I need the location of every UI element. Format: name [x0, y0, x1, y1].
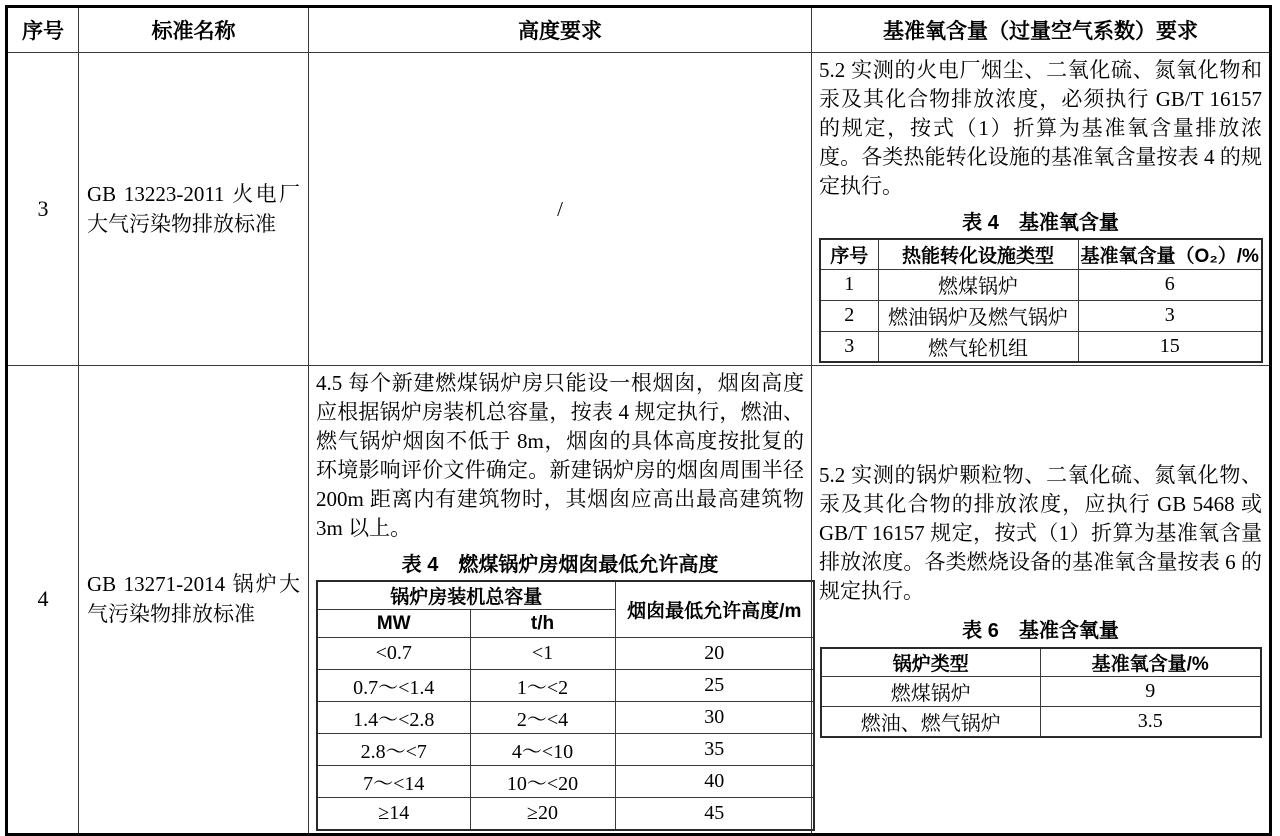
table-cell: 10～<20 [470, 766, 615, 798]
baseline-oxygen-header-row [820, 239, 1262, 269]
row4-height-cell [309, 366, 812, 835]
row4-oxygen-cell [812, 366, 1271, 835]
table-cell: 30 [615, 702, 814, 734]
table-cell: 25 [615, 670, 814, 702]
table-row [821, 677, 1261, 707]
table-row [820, 269, 1262, 300]
row4-oxygen-paragraph: 5.2 实测的锅炉颗粒物、二氧化硫、氮氧化物、汞及其化合物的排放浓度，应执行 GB 5468 或 GB/T 16157 规定，按式（1）折算为基准氧含量排放浓度。各类燃烧设备的基准氧含量按表 6 的规定执行。 [819, 462, 1262, 603]
table-row [317, 734, 814, 766]
row3-height-cell: / [309, 53, 812, 366]
table-cell: 燃油、燃气锅炉 [821, 707, 1041, 738]
row4-height-paragraph: 4.5 每个新建燃煤锅炉房只能设一根烟囱，烟囱高度应根据锅炉房装机总容量，按表 4 规定执行，燃油、燃气锅炉烟囱不低于 8m，烟囱的具体高度按批复的环境影响评价文件确定。新建锅炉房的烟囱周围半径 200m 距离内有建筑物时，其烟囱应高出最高建筑物 3m 以上。 [316, 371, 804, 540]
row4-name-cell: GB 13271-2014 锅炉大气污染物排放标准 [79, 366, 309, 835]
row3-no-cell: 3 [7, 53, 79, 366]
table-cell: 2 [820, 300, 878, 331]
table-row [317, 766, 814, 798]
table-row-3 [7, 53, 1271, 366]
table4-chimney-caption: 表 4 燃煤锅炉房烟囱最低允许高度 [401, 554, 719, 576]
chimney-height-table [316, 580, 815, 831]
table-cell: 燃煤锅炉 [821, 677, 1041, 707]
table-row [317, 638, 814, 670]
boiler-oxygen-header-row [821, 648, 1261, 677]
row3-oxygen-cell [812, 53, 1271, 366]
table-cell: 35 [615, 734, 814, 766]
t4b-header-mw: MW [317, 610, 470, 638]
table-cell: 1.4～<2.8 [317, 702, 470, 734]
table-cell: ≥20 [470, 798, 615, 830]
table-cell: 3 [1078, 300, 1262, 331]
t4a-header-o2: 基准氧含量（O₂）/% [1078, 239, 1262, 269]
table-row [317, 702, 814, 734]
t4b-header-th: t/h [470, 610, 615, 638]
table-cell: 4～<10 [470, 734, 615, 766]
table-cell: 6 [1078, 269, 1262, 300]
table-cell: 40 [615, 766, 814, 798]
table-row [820, 300, 1262, 331]
table-row [821, 707, 1261, 738]
chimney-header-row-1 [317, 581, 814, 610]
table-cell: <0.7 [317, 638, 470, 670]
table-cell: 7～<14 [317, 766, 470, 798]
row4-no-cell: 4 [7, 366, 79, 835]
t4b-header-minheight: 烟囱最低允许高度/m [615, 581, 814, 638]
col-header-height: 高度要求 [309, 7, 812, 53]
col-header-no: 序号 [7, 7, 79, 53]
table-cell: 3 [820, 331, 878, 362]
table-cell: 3.5 [1041, 707, 1261, 738]
table-row [317, 798, 814, 830]
table6-caption: 表 6 基准含氧量 [962, 619, 1119, 642]
table-cell: 0.7～<1.4 [317, 670, 470, 702]
table-cell: 2.8～<7 [317, 734, 470, 766]
row3-oxygen-paragraph: 5.2 实测的火电厂烟尘、二氧化硫、氮氧化物和汞及其化合物排放浓度，必须执行 GB/T 16157 的规定，按式（1）折算为基准氧含量排放浓度。各类热能转化设施的基准氧含量按表 4 的规定执行。 [819, 58, 1262, 198]
table-row-4 [7, 366, 1271, 835]
baseline-oxygen-table [819, 238, 1263, 363]
standards-table [5, 5, 1272, 836]
boiler-oxygen-table [820, 647, 1262, 739]
table-cell: 1 [820, 269, 878, 300]
t6-header-type: 锅炉类型 [821, 648, 1041, 677]
table-row [820, 331, 1262, 362]
table-cell: 燃油锅炉及燃气锅炉 [878, 300, 1078, 331]
table-cell: 1～<2 [470, 670, 615, 702]
table-cell: 9 [1041, 677, 1261, 707]
table-cell: ≥14 [317, 798, 470, 830]
table-cell: 45 [615, 798, 814, 830]
t4a-header-no: 序号 [820, 239, 878, 269]
t6-header-o2: 基准氧含量/% [1041, 648, 1261, 677]
t4b-header-capacity: 锅炉房装机总容量 [317, 581, 615, 610]
table-cell: 燃气轮机组 [878, 331, 1078, 362]
row4-oxygen-content [812, 373, 1269, 825]
table-cell: 2～<4 [470, 702, 615, 734]
table-row [317, 670, 814, 702]
table4-oxygen-caption: 表 4 基准氧含量 [962, 212, 1119, 234]
col-header-name: 标准名称 [79, 7, 309, 53]
table-cell: <1 [470, 638, 615, 670]
header-row [7, 7, 1271, 53]
table-cell: 15 [1078, 331, 1262, 362]
table-cell: 20 [615, 638, 814, 670]
table-cell: 燃煤锅炉 [878, 269, 1078, 300]
row3-name-cell: GB 13223-2011 火电厂大气污染物排放标准 [79, 53, 309, 366]
t4a-header-type: 热能转化设施类型 [878, 239, 1078, 269]
col-header-oxygen: 基准氧含量（过量空气系数）要求 [812, 7, 1271, 53]
